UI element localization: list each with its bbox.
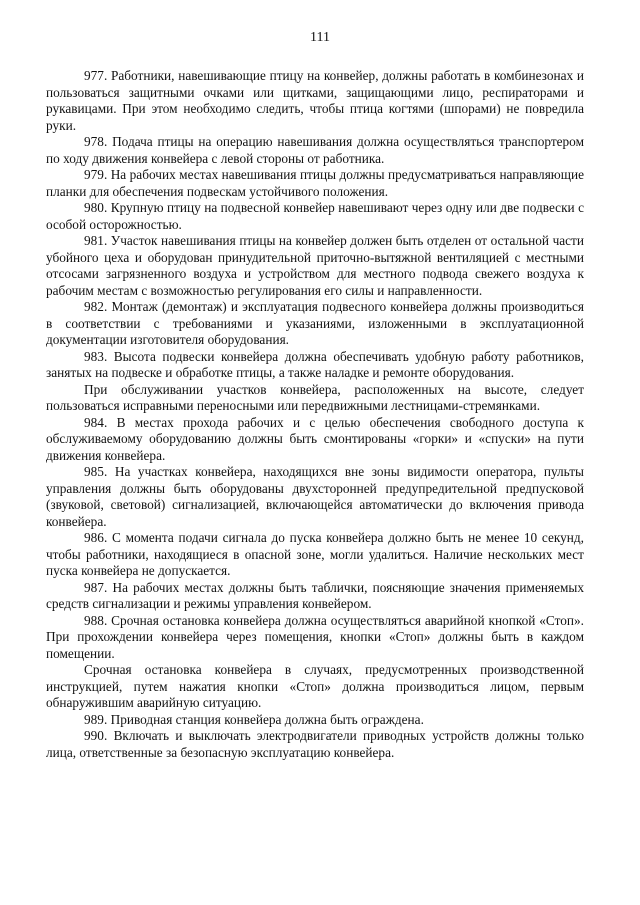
paragraph-981: 981. Участок навешивания птицы на конвейер должен быть отделен от остальной части убойного цеха и оборудован принудительной приточно-вытяжной вентиляцией с местными отсосами загрязненного воздуха и устройством для местного подвода свежего воздуха к рабочим местам с возможностью регулирования его силы и направленности. [46,233,584,298]
paragraph-982: 982. Монтаж (демонтаж) и эксплуатация подвесного конвейера должны производиться в соответствии с требованиями и указаниями, изложенными в эксплуатационной документации изготовителя оборудования. [46,299,584,347]
paragraph-984: 984. В местах прохода рабочих и с целью обеспечения свободного доступа к обслуживаемому оборудованию должны быть смонтированы «горки» и «спуски» на пути движения конвейера. [46,414,584,463]
paragraph-989: 989. Приводная станция конвейера должна быть ограждена. [84,711,424,727]
paragraph-983: 983. Высота подвески конвейера должна обеспечивать удобную работу работников, занятых на подвеске и обработке птицы, а также наладке и ремонте оборудования. [46,348,584,380]
page-number: 111 [310,30,330,45]
paragraph-978: 978. Подача птицы на операцию навешивания должна осуществляться транспортером по ходу движения конвейера с левой стороны от работника. [46,134,584,166]
paragraph-980: 980. Крупную птицу на подвесной конвейер навешивают через одну или две подвески с особой осторожностью. [46,200,584,232]
paragraph-986: 986. С момента подачи сигнала до пуска конвейера должно быть не менее 10 секунд, чтобы работники, находящиеся в опасной зоне, могли удалиться. Наличие нескольких мест пуска конвейера не допускается. [46,530,584,578]
paragraph-990: 990. Включать и выключать электродвигатели приводных устройств должны только лица, ответственные за безопасную эксплуатацию конвейера. [46,728,584,760]
paragraph-987: 987. На рабочих местах должны быть таблички, поясняющие значения применяемых средств сигнализации и режимы управления конвейером. [46,579,584,611]
paragraph-977: 977. Работники, навешивающие птицу на конвейер, должны работать в комбинезонах и пользоваться защитными очками или щитками, защищающими лицо, респираторами и рукавицами. При этом необходимо следить, чтобы птица когтями (шпорами) не повредила руки. [46,68,584,133]
page-body [46,68,584,761]
paragraph-979: 979. На рабочих местах навешивания птицы должны предусматриваться направляющие планки для обеспечения подвескам устойчивого положения. [46,167,584,199]
paragraph-985: 985. На участках конвейера, находящихся вне зоны видимости оператора, пульты управления должны быть оборудованы двухсторонней предупредительной предпусковой (звуковой, световой) сигнализацией, включающейся автоматически до включения привода конвейера. [46,464,584,529]
paragraph-988-continuation: Срочная остановка конвейера в случаях, предусмотренных производственной инструкцией, путем нажатия кнопки «Стоп» должна производиться лицом, первым обнаружившим аварийную ситуацию. [46,662,584,710]
paragraph-983-continuation: При обслуживании участков конвейера, расположенных на высоте, следует пользоваться исправными переносными или передвижными лестницами-стремянками. [46,381,584,413]
paragraph-988: 988. Срочная остановка конвейера должна осуществляться аварийной кнопкой «Стоп». При прохождении конвейера через помещения, кнопки «Стоп» должны быть в каждом помещении. [46,612,584,661]
